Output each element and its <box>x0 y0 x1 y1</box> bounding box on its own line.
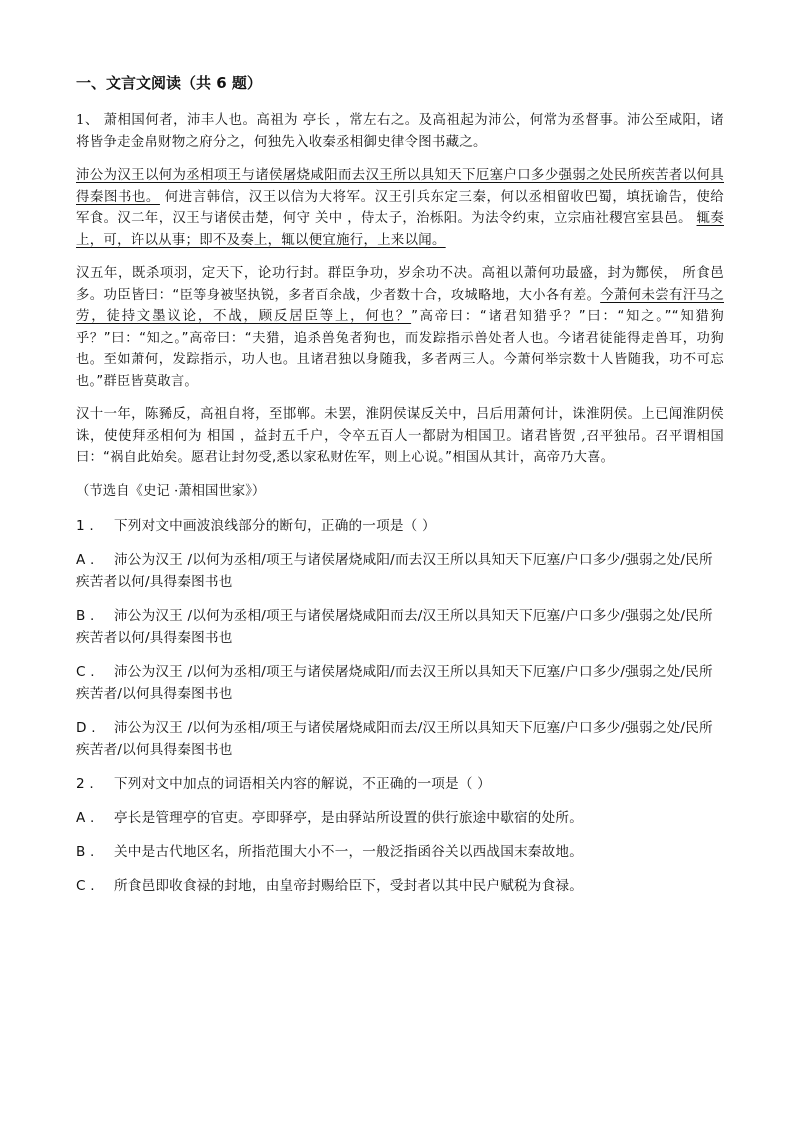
question-stem: 下列对文中加点的词语相关内容的解说，不正确的一项是（ ） <box>114 775 491 792</box>
passage-p1-text: 1、 萧相国何者，沛丰人也。高祖为 亭长 ，常左右之。及高祖起为沛公，何常为丞督事。沛公至咸阳，诸将皆争走金帛财物之府分之，何独先入收秦丞相御史律令图书藏之。 <box>76 113 724 150</box>
passage-p3-text-b: “臣等身被坚执锐，多者百余战，少者数十合，攻城略地，大小各有差。 <box>172 287 601 303</box>
option-label: A . <box>76 809 95 826</box>
passage-p4-text-a: 汉十一年，陈豨反，高祖自将，至邯郸。未罢，淮阴侯谋反关中，吕后用萧何计，诛淮阴侯。上已闻淮阴侯诛，使使拜丞相何为 相国 ，益封五千户，令卒五百人一都尉为相国卫。诸君皆贺 , <box>76 407 724 444</box>
question-2-option-c[interactable] <box>76 875 724 897</box>
passage-p3-text-a: 汉五年，既杀项羽，定天下，论功行封。群臣争功，岁余功不决。高祖以萧何功最盛，封为酂侯， 所食邑 多。功臣皆曰： <box>76 266 724 303</box>
option-text: 亭长是管理亭的官吏。亭即驿亭，是由驿站所设置的供行旅途中歇宿的处所。 <box>114 809 583 826</box>
question-number: 2 . <box>76 775 94 792</box>
section-heading: 一、文言文阅读（共 6 题） <box>76 74 262 92</box>
wavy-underlined-passage: 沛公为汉王以何为丞相项王与诸侯屠烧咸阳而去汉王所以具知天下厄塞户口多少强弱之处民所疾苦者以何具得秦图书也。 <box>76 168 724 205</box>
option-label: B . <box>76 607 95 624</box>
option-text: 沛公为汉王 /以何为丞相/项王与诸侯屠烧咸阳/而去汉王所以具知天下厄塞/户口多少/强弱之处/民所疾苦者以何/具得秦图书也 <box>76 551 713 590</box>
passage-source: （节选自《史记 ·萧相国世家》） <box>76 483 266 499</box>
underlined-passage-b: 辄奏上，可，许以从事；即不及奏上，辄以便宜施行，上来以闻。 <box>76 211 724 248</box>
question-number: 1 . <box>76 517 94 534</box>
underlined-passage-c: 今萧何未尝有汗马之劳，徒持文墨议论，不战，顾反居臣等上，何也？ <box>76 287 724 324</box>
option-text: 所食邑即收食禄的封地，由皇帝封赐给臣下，受封者以其中民户赋税为食禄。 <box>114 877 583 894</box>
passage-paragraph-4 <box>76 404 724 469</box>
option-text: 沛公为汉王 /以何为丞相/项王与诸侯屠烧咸阳而去/汉王所以具知天下厄塞/户口多少/强弱之处/民所疾苦者以何/具得秦图书也 <box>76 607 713 646</box>
option-label: D . <box>76 719 96 736</box>
question-2-option-a[interactable] <box>76 807 724 829</box>
option-label: C . <box>76 877 95 894</box>
option-label: A . <box>76 551 95 568</box>
question-2 <box>76 773 724 795</box>
option-label: C . <box>76 663 95 680</box>
passage-p2-text: 何进言韩信，汉王以信为大将军。汉王引兵东定三秦，何以丞相留收巴蜀，填抚谕告，使给军食。汉二年，汉王与诸侯击楚，何守 关中 ，侍太子，治栎阳。为法令约束，立宗庙社稷宫室县邑。 <box>76 189 724 226</box>
question-1-option-c[interactable] <box>76 661 724 705</box>
passage-paragraph-3 <box>76 263 724 392</box>
question-2-option-b[interactable] <box>76 841 724 863</box>
option-text: 沛公为汉王 /以何为丞相/项王与诸侯屠烧咸阳而去/汉王所以具知天下厄塞/户口多少/强弱之处/民所疾苦者/以何具得秦图书也 <box>76 719 713 758</box>
document-page <box>76 72 724 909</box>
passage-p4-text-b: 召平独吊。召平谓相国曰：“祸自此始矣。愿君让封勿受,悉以家私财佐军，则上心说。”相国从其计，高帝乃大喜。 <box>76 428 724 465</box>
option-text: 沛公为汉王 /以何为丞相/项王与诸侯屠烧咸阳/而去汉王所以具知天下厄塞/户口多少/强弱之处/民所疾苦者/以何具得秦图书也 <box>76 663 713 702</box>
question-stem: 下列对文中画波浪线部分的断句，正确的一项是（ ） <box>114 517 436 534</box>
passage-paragraph-2 <box>76 165 724 251</box>
option-label: B . <box>76 843 95 860</box>
question-1 <box>76 515 724 537</box>
option-text: 关中是古代地区名，所指范围大小不一，一般泛指函谷关以西战国末秦故地。 <box>114 843 583 860</box>
question-1-option-d[interactable] <box>76 717 724 761</box>
question-1-option-b[interactable] <box>76 605 724 649</box>
passage-p3-text-c: ”高帝曰：“诸君知猎乎？”曰：“知之。”“知猎狗乎？”曰：“知之。”高帝曰：“夫猎，追杀兽兔者狗也，而发踪指示兽处者人也。今诸君徒能得走兽耳，功狗也。至如萧何，发踪指示，功人也。且诸君独以身随我，多者两三人。今萧何举宗数十人皆随我，功不可忘也。”群臣皆莫敢言。 <box>76 309 724 389</box>
question-1-option-a[interactable] <box>76 549 724 593</box>
passage-paragraph-1 <box>76 110 724 153</box>
